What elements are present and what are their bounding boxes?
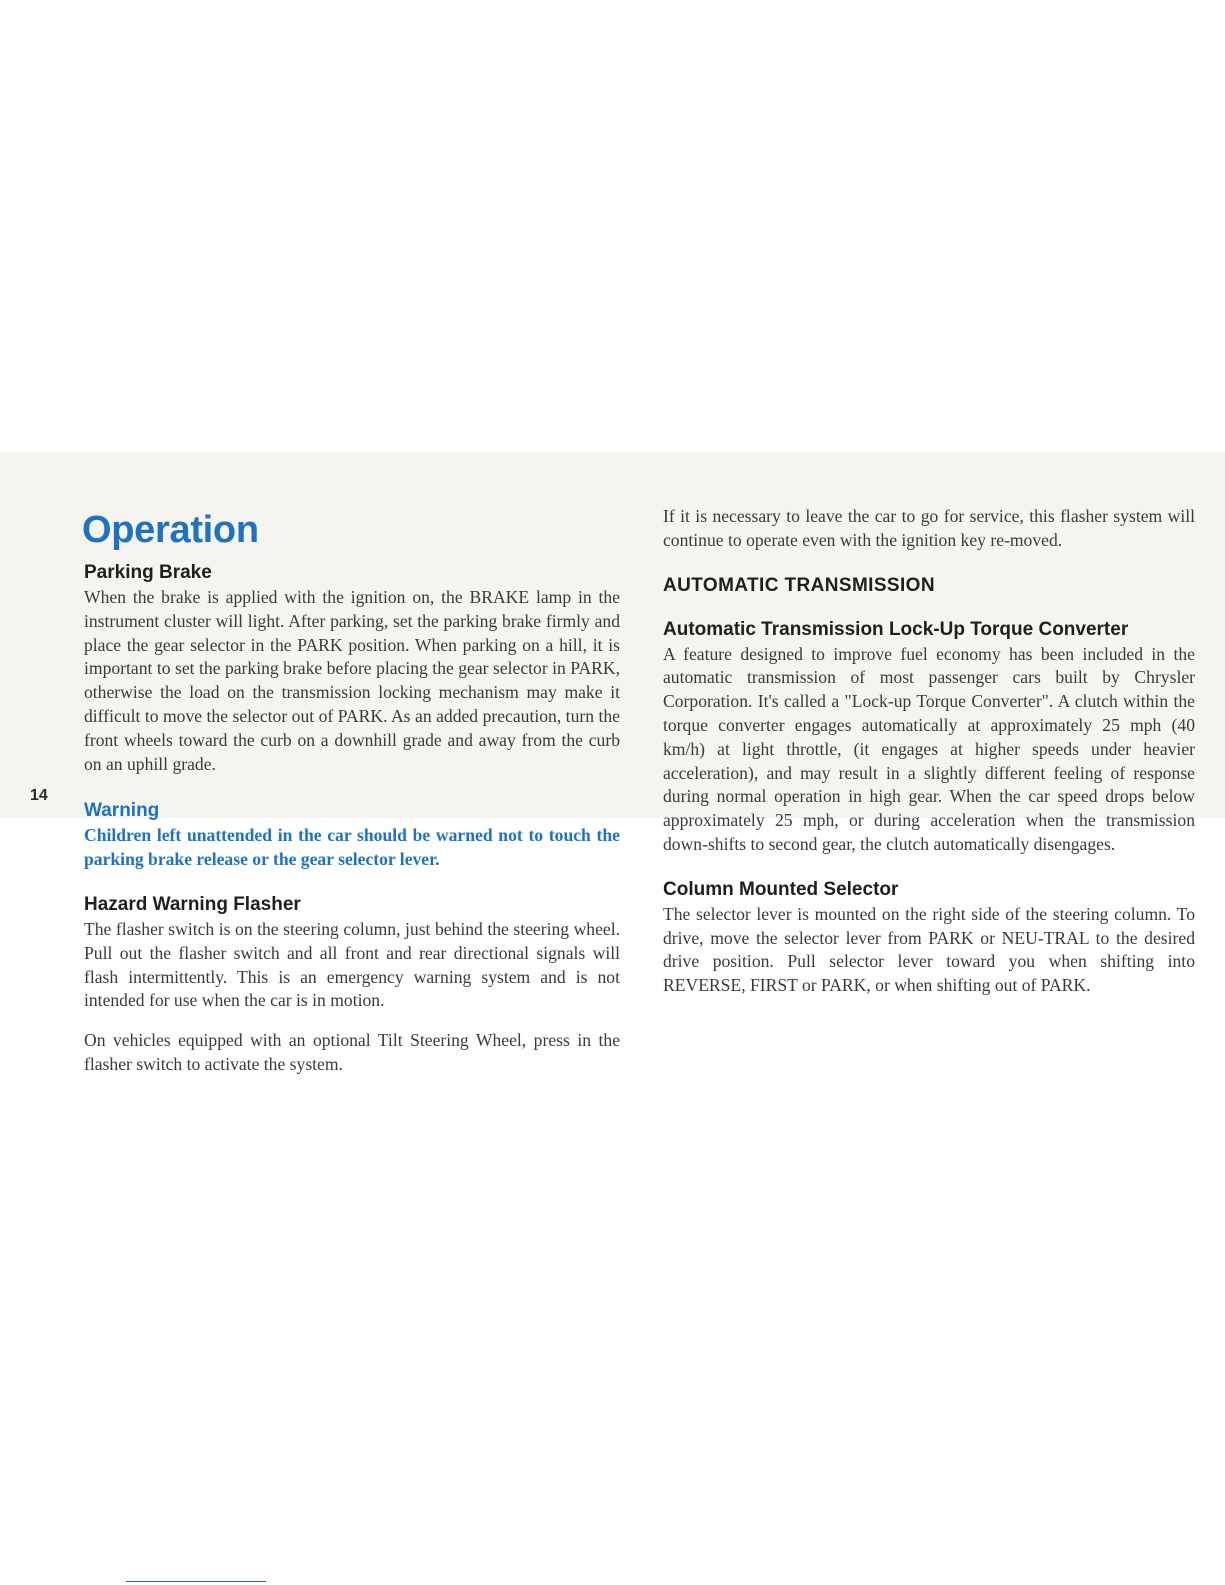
hazard-heading: Hazard Warning Flasher — [84, 893, 301, 915]
automatic-transmission-heading: AUTOMATIC TRANSMISSION — [663, 574, 935, 596]
parking-brake-heading: Parking Brake — [84, 562, 212, 583]
column-selector-text: The selector lever is mounted on the right side of the steering column. To drive, move the selector lever from PARK or NEU-TRAL to the desired drive position. Pull selector lever toward you when shifting into REVERSE, FIRST or PARK, or when shifting out of PARK. — [663, 903, 1195, 996]
hazard-text-1: The flasher switch is on the steering column, just behind the steering wheel. Pull out the flasher switch and all front and rear directional signals will flash intermittently. This is an emergency warning system and is not intended for use when the car is in motion. — [84, 918, 620, 1011]
warning-heading: Warning — [84, 800, 160, 822]
page-number: 14 — [30, 787, 48, 804]
parking-brake-text: When the brake is applied with the ignition on, the BRAKE lamp in the instrument cluster will light. After parking, set the parking brake firmly and place the gear selector in the PARK position. When parking on a hill, it is important to set the parking brake before placing the gear selector in PARK, otherwise the load on the transmission locking mechanism may make it difficult to move the selector out of PARK. As an added precaution, turn the front wheels toward the curb on a downhill grade and away from the curb on an uphill grade. — [84, 587, 620, 774]
page-title: Operation — [82, 509, 259, 551]
lockup-text: A feature designed to improve fuel economy has been included in the automatic transmission of most passenger cars built by Chrysler Corporation. It's called a "Lock-up Torque Converter". A clutch within the torque converter engages automatically at approximately 25 mph (40 km/h) at light throttle, (it engages at higher speeds under heavier acceleration), and may result in a slightly different feeling of response during normal operation in high gear. When the car speed drops below approximately 25 mph, or during acceleration when the transmission down-shifts to second gear, the clutch automatically disengages. — [663, 643, 1195, 854]
column-selector-section — [663, 879, 1195, 998]
lockup-section — [663, 619, 1195, 857]
parking-brake-section — [84, 562, 620, 776]
warning-text: Children left unattended in the car should be warned not to touch the parking brake release or the gear selector lever. — [84, 825, 620, 870]
flasher-intro-text: If it is necessary to leave the car to go for service, this flasher system will continue to operate even with the ignition key re-moved. — [663, 506, 1195, 550]
column-selector-heading: Column Mounted Selector — [663, 878, 899, 900]
warning-section — [84, 800, 620, 872]
link-underline — [126, 1581, 266, 1582]
right-column — [663, 505, 1195, 1018]
hazard-text-2: On vehicles equipped with an optional Tilt Steering Wheel, press in the flasher switch to activate the system. — [84, 1030, 620, 1074]
hazard-section — [84, 894, 620, 1077]
lockup-heading: Automatic Transmission Lock-Up Torque Converter — [663, 618, 1129, 640]
left-column — [84, 508, 620, 1097]
